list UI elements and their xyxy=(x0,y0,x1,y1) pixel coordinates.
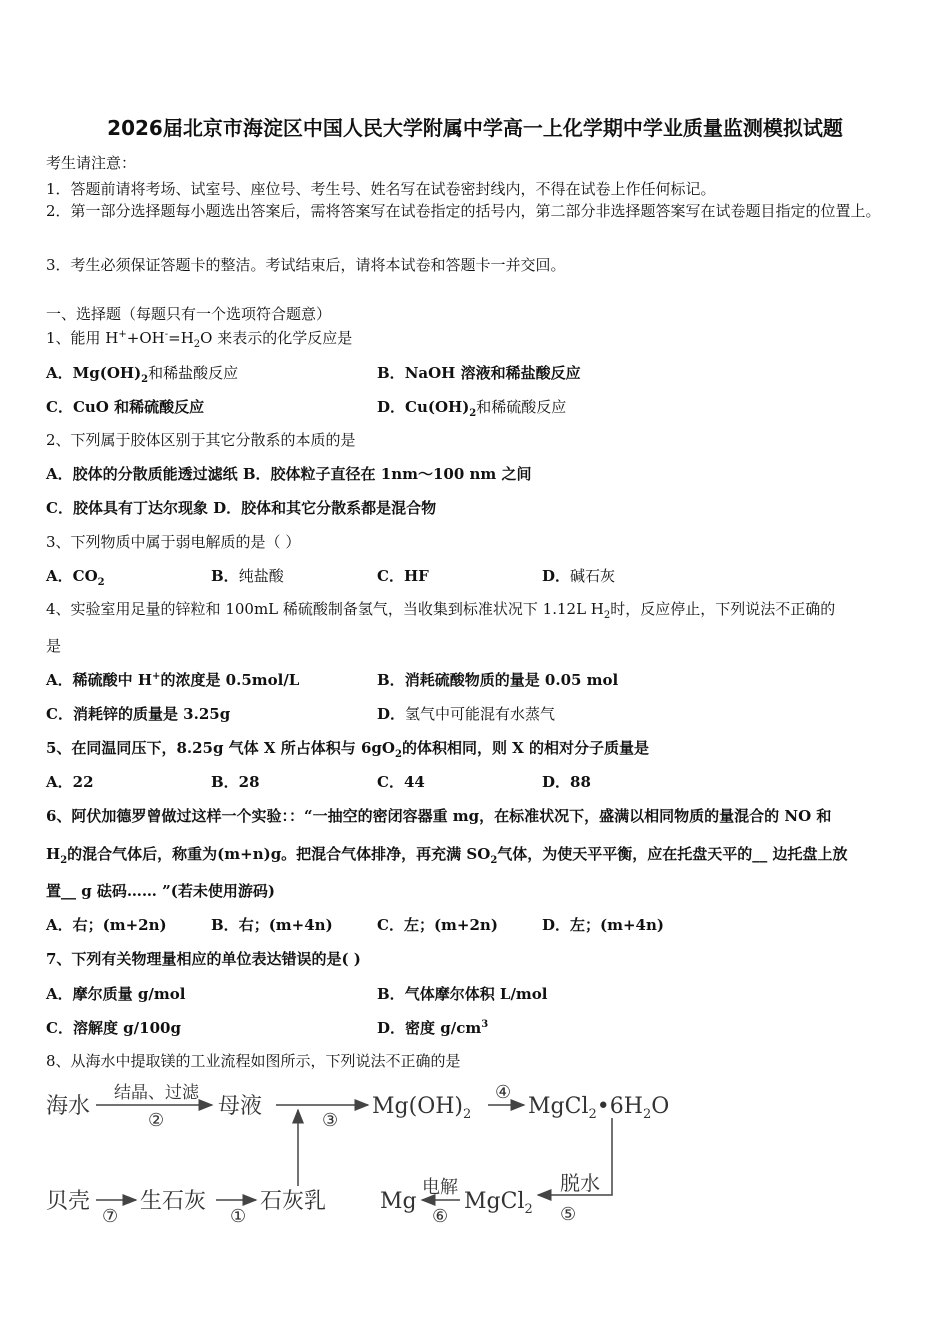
label-step-1: ① xyxy=(230,1206,247,1227)
q7-option-a: A．摩尔质量 g/mol xyxy=(46,985,186,1003)
node-shell: 贝壳 xyxy=(46,1189,91,1214)
label-step-2: ② xyxy=(148,1110,165,1131)
q2-options-cd: C．胶体具有丁达尔现象 D．胶体和其它分散系都是混合物 xyxy=(46,499,437,517)
node-mgcl2: MgCl$_2$ xyxy=(464,1189,533,1217)
node-seawater: 海水 xyxy=(46,1094,91,1119)
question-6-stem: 6、阿伏加德罗曾做过这样一个实验：：“一抽空的密闭容器重 mg，在标准状况下，盛满以相同物质的量混合的 NO 和 xyxy=(46,807,832,825)
node-mg: Mg xyxy=(380,1189,417,1214)
q3-option-c: C．HF xyxy=(377,567,429,585)
q3-option-a: A．$CO_2$ xyxy=(46,567,105,588)
node-quicklime: 生石灰 xyxy=(140,1189,207,1214)
q4-option-a: A．稀硫酸中 H+的浓度是 0.5mol/L xyxy=(46,671,300,689)
magnesium-extraction-flowchart xyxy=(40,1080,700,1230)
question-4-stem: 4、实验室用足量的锌粒和 100mL 稀硫酸制备氢气，当收集到标准状况下 1.12L $H_2$时，反应停止，下列说法不正确的 xyxy=(46,600,836,621)
q6-option-b: B．右；(m+4n) xyxy=(211,916,333,934)
label-electrolysis: 电解 xyxy=(422,1177,458,1198)
q5-option-a: A．22 xyxy=(46,773,94,791)
section-heading: 一、选择题（每题只有一个选项符合题意） xyxy=(46,305,332,323)
notice-item: 1．答题前请将考场、试室号、座位号、考生号、姓名写在试卷密封线内，不得在试卷上作任何标记。 xyxy=(46,180,716,198)
q3-option-d: D．碱石灰 xyxy=(542,567,616,585)
label-step-4: ④ xyxy=(495,1082,512,1103)
question-7-stem: 7、下列有关物理量相应的单位表达错误的是( ) xyxy=(46,950,361,968)
q4-option-c: C．消耗锌的质量是 3.25g xyxy=(46,705,231,723)
notice-item: 2．第一部分选择题每小题选出答案后，需将答案写在试卷指定的括号内，第二部分非选择题答案写在试卷题目指定的位置上。 xyxy=(46,202,881,220)
q5-option-c: C．44 xyxy=(377,773,425,791)
question-1-stem: 1、能用 $H^++OH^-=H_2O$ 来表示的化学反应是 xyxy=(46,329,353,350)
label-step-7: ⑦ xyxy=(102,1206,119,1227)
q7-option-b: B．气体摩尔体积 L/mol xyxy=(377,985,548,1003)
q4-option-d: D．氢气中可能混有水蒸气 xyxy=(377,705,556,723)
question-6-stem-end: 置__ g 砝码…… ”(若未使用游码) xyxy=(46,882,275,900)
q6-option-d: D．左；(m+4n) xyxy=(542,916,664,934)
q2-options-ab: A．胶体的分散质能透过滤纸 B．胶体粒子直径在 1nm～100 nm 之间 xyxy=(46,465,532,483)
q1-option-c: C．CuO 和稀硫酸反应 xyxy=(46,398,205,416)
notice-heading: 考生请注意： xyxy=(46,154,137,172)
question-8-stem: 8、从海水中提取镁的工业流程如图所示，下列说法不正确的是 xyxy=(46,1052,461,1070)
node-mg-oh-2: $Mg(OH)_2$ xyxy=(372,1094,472,1122)
label-step-5: ⑤ xyxy=(560,1204,577,1225)
question-2-stem: 2、下列属于胶体区别于其它分散系的本质的是 xyxy=(46,431,356,449)
question-4-stem-cont: 是 xyxy=(46,637,62,655)
node-mother-liquor: 母液 xyxy=(218,1094,263,1119)
question-3-stem: 3、下列物质中属于弱电解质的是（ ） xyxy=(46,533,301,551)
q1-option-d: D．$Cu(OH)_2$和稀硫酸反应 xyxy=(377,398,567,419)
q5-option-b: B．28 xyxy=(211,773,260,791)
q4-option-b: B．消耗硫酸物质的量是 0.05 mol xyxy=(377,671,619,689)
q6-option-c: C．左；(m+2n) xyxy=(377,916,498,934)
label-step-3: ③ xyxy=(322,1110,339,1131)
q7-option-c: C．溶解度 g/100g xyxy=(46,1019,181,1037)
label-crystallize: 结晶、过滤 xyxy=(114,1083,199,1103)
node-mgcl2-hydrate: $MgCl_2•6H_2O$ xyxy=(528,1094,670,1122)
q5-option-d: D．88 xyxy=(542,773,591,791)
q1-option-b: B．NaOH 溶液和稀盐酸反应 xyxy=(377,364,581,382)
label-step-6: ⑥ xyxy=(432,1206,449,1227)
notice-item: 3．考生必须保证答题卡的整洁。考试结束后，请将本试卷和答题卡一并交回。 xyxy=(46,256,566,274)
question-6-stem-cont: $H_2$的混合气体后，称重为(m+n)g。把混合气体排净，再充满 $SO_2$气体，为使天平平衡，应在托盘天平的__ 边托盘上放 xyxy=(46,845,848,866)
node-lime-milk: 石灰乳 xyxy=(260,1189,327,1214)
page-title: 2026届北京市海淀区中国人民大学附属中学高一上化学期中学业质量监测模拟试题 xyxy=(107,116,843,140)
question-5-stem: 5、在同温同压下，8.25g 气体 X 所占体积与 $6gO_2$的体积相同，则 X 的相对分子质量是 xyxy=(46,739,650,760)
q3-option-b: B．纯盐酸 xyxy=(211,567,284,585)
q6-option-a: A．右；(m+2n) xyxy=(46,916,167,934)
q1-option-a: A．$Mg(OH)_2$和稀盐酸反应 xyxy=(46,364,239,385)
q7-option-d: D．密度 $g/cm^3$ xyxy=(377,1019,489,1037)
label-dehydrate: 脱水 xyxy=(560,1171,600,1195)
